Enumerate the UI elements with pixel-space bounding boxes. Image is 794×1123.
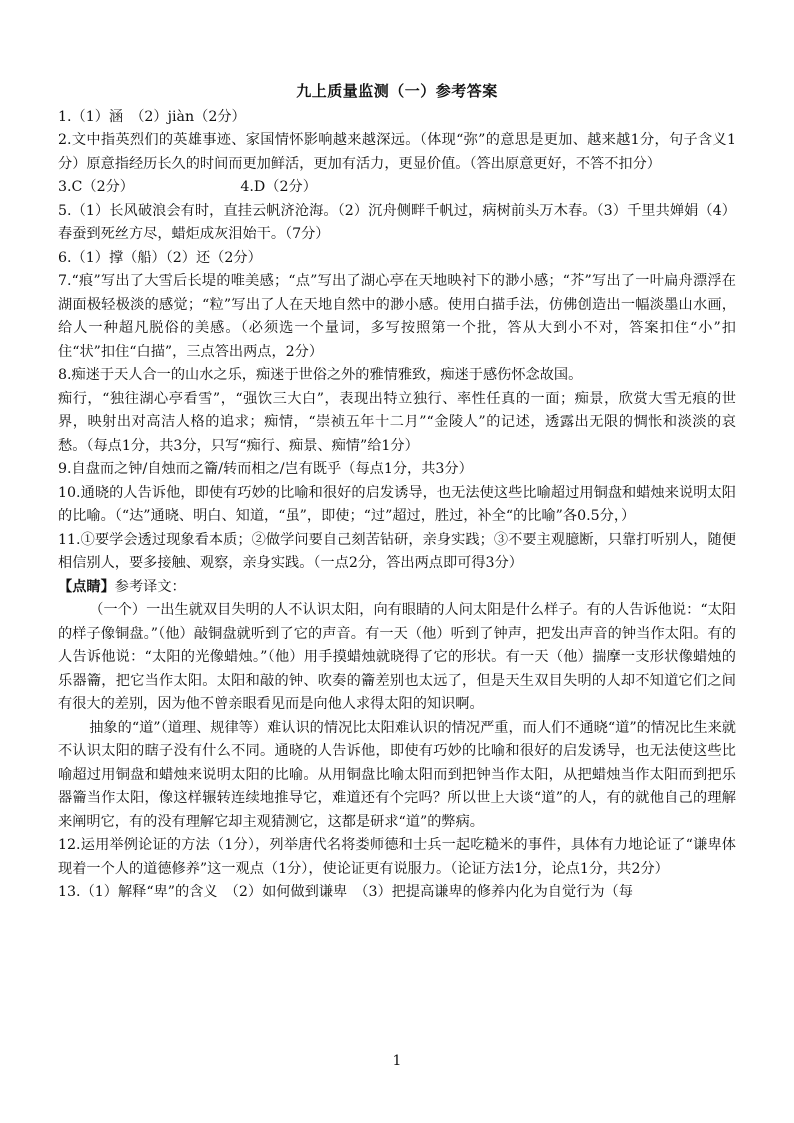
answer-line-2: 2.文中指英烈们的英雄事迹、家国情怀影响越来越深远。（体现“弥”的意思是更加、越来越1分，句子含义1分）原意指经历长久的时间而更加鲜活，更加有活力，更显价值。（答出原意更好，不答不扣分） [58, 132, 736, 172]
answer-line-11: 11.①要学会透过现象看本质；②做学问要自己刻苦钻研，亲身实践；③不要主观臆断，只靠打听别人，随便相信别人，要多接触、观察，亲身实践。（一点2分，答出两点即可得3分） [58, 531, 736, 571]
dianjing-heading [58, 576, 736, 600]
answer-line-13: 13.（1）解释“卑”的含义 （2）如何做到谦卑 （3）把提高谦卑的修养内化为自觉行为（每 [58, 884, 633, 900]
dianjing-label: 【点睛】 [58, 578, 115, 595]
answer-line-1: 1.（1）涵 （2）jiàn（2分） [58, 108, 246, 125]
dianjing-rest: 参考译文： [114, 578, 186, 595]
answer-line-8-detail: 痴行，“独往湖心亭看雪”，“强饮三大白”，表现出特立独行、率性任真的一面；痴景，欣赏大雪无痕的世界，映射出对高洁人格的追求；痴情，“崇祯五年十二月”“金陵人”的记述，透露出无限的惆怅和淡淡的哀愁。（每点1分，共3分，只写“痴行、痴景、痴情”给1分） [58, 390, 736, 454]
answer-line-6: 6.（1）撑（船）（2）还（2分） [58, 249, 262, 266]
translation-paragraph-1: （一个）一出生就双目失明的人不认识太阳，向有眼睛的人问太阳是什么样子。有的人告诉他说：“太阳的样子像铜盘。”（他）敲铜盘就听到了它的声音。有一天（他）听到了钟声，把发出声音的钟当作太阳。有的人告诉他说：“太阳的光像蜡烛。”（他）用手摸蜡烛就晓得了它的形状。有一天（他）揣摩一支形状像蜡烛的乐器籥，把它当作太阳。太阳和敲的钟、吹奏的籥差别也太远了，但是天生双目失明的人却不知道它们之间有很大的差别，因为他不曾亲眼看见而是向他人求得太阳的知识啊。 [58, 602, 736, 712]
answer-line-8: 8.痴迷于天人合一的山水之乐，痴迷于世俗之外的雅情雅致，痴迷于感伤怀念故国。 [58, 367, 583, 383]
translation-paragraph-2: 抽象的“道”（道理、规律等）难认识的情况比太阳难认识的情况严重，而人们不通晓“道”的情况比生来就不认识太阳的瞎子没有什么不同。通晓的人告诉他，即使有巧妙的比喻和很好的启发诱导，也无法使这些比喻超过用铜盘和蜡烛来说明太阳的比喻。从用铜盘比喻太阳而到把钟当作太阳，从把蜡烛当作太阳而到把乐器籥当作太阳，像这样辗转连续地推导它，难道还有个完吗？所以世上大谈“道”的人，有的就他自己的理解来阐明它，有的没有理解它却主观猜测它，这都是研求“道”的弊病。 [58, 719, 736, 830]
answer-line-7: 7.“痕”写出了大雪后长堤的唯美感；“点”写出了湖心亭在天地映衬下的渺小感；“芥”写出了一叶扁舟漂浮在湖面极轻极淡的感觉；“粒”写出了人在天地自然中的渺小感。使用白描手法，仿佛创造出一幅淡墨山水画，给人一种超凡脱俗的美感。（必须选一个量词，多写按照第一个批，答从大到小不对，答案扣住“小”扣住“状”扣住“白描”，三点答出两点，2分） [58, 273, 736, 360]
document-title: 九上质量监测（一）参考答案 [296, 82, 498, 100]
answer-line-3-4: 3.C（2分） 4.D（2分） [58, 179, 317, 195]
answer-line-10: 10.通晓的人告诉他，即使有巧妙的比喻和很好的启发诱导，也无法使这些比喻超过用铜盘和蜡烛来说明太阳的比喻。（“达”通晓、明白、知道，“虽”，即使；“过”超过，胜过，补全“的比喻”各0.5分，） [58, 484, 736, 524]
answer-line-9: 9.自盘而之钟/自烛而之籥/转而相之/岂有既乎（每点1分，共3分） [58, 461, 473, 477]
page-number: 1 [392, 1053, 402, 1069]
answer-line-12: 12.运用举例论证的方法（1分），列举唐代名将娄师德和士兵一起吃糙米的事件，具体有力地论证了“谦卑体现着一个人的道德修养”这一观点（1分），使论证更有说服力。（论证方法1分，论点1分，共2分） [58, 837, 736, 877]
answer-line-5: 5.（1）长风破浪会有时，直挂云帆济沧海。（2）沉舟侧畔千帆过，病树前头万木春。（3）千里共婵娟（4）春蚕到死丝方尽，蜡炬成灰泪始干。（7分） [58, 202, 736, 242]
